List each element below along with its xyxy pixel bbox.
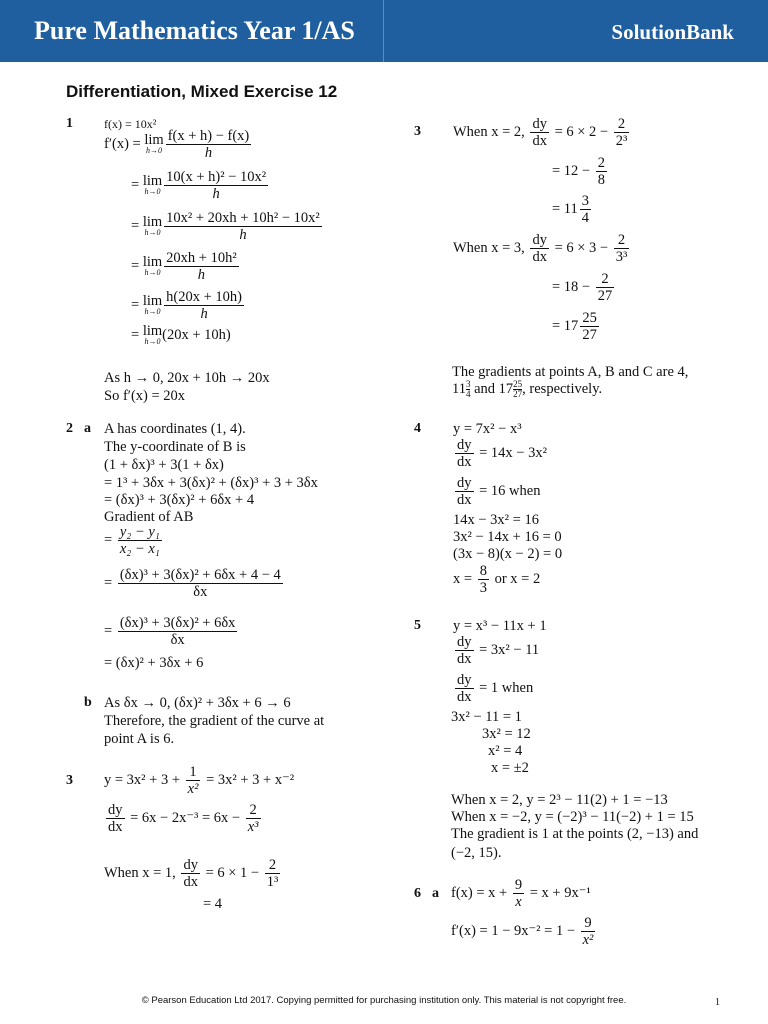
q5-number: 5 [414, 618, 421, 633]
q1-step-1 [104, 128, 253, 161]
fraction: $\frac{8}{3}$ [479, 563, 487, 596]
copyright-footer: © Pearson Education Ltd 2017. Copying permitted for purchasing institution only. This material is not copyright free. [141, 995, 627, 1006]
q2a-gradient-4: = (δx)² + 3δx + 6 [104, 655, 204, 671]
fraction: $\frac{\text{10x² + 20xh + 10h² − 10x²}}{h}$ [166, 210, 320, 243]
q2a-line-2: The y-coordinate of B is [104, 439, 246, 455]
q2a-gradient-2: = $\frac{\text{(δx)³ + 3(δx)² + 6δx + 4 − 4}}{\delta x}$ [104, 567, 281, 600]
q1-step-4: = lim h→0 $\frac{\text{20xh + 10h²}}{h}$ [131, 250, 237, 283]
q5-line-6: x² = 4 [488, 743, 523, 759]
q4-line-4: 14x − 3x² = 16 [453, 512, 539, 528]
book-title: Pure Mathematics Year 1/AS [34, 16, 355, 45]
q1-step-5: = lim h→0 $\frac{h(20x + 10h)}{h}$ [131, 289, 242, 322]
fraction: $\frac{\text{10(x + h)² − 10x²}}{h}$ [166, 169, 267, 202]
q5-conclusion-4: (−2, 15). [451, 845, 502, 861]
fraction: $\frac{2}{\text{1³}}$ [266, 857, 279, 890]
q3-x2-step-1: = 12 − $\frac{2}{8}$ [552, 155, 605, 188]
fraction: $\frac{3}{4}$ [581, 193, 590, 226]
dy-dx-fraction: $\frac{dy}{dx}$ [457, 475, 472, 508]
page-number: 1 [715, 997, 720, 1008]
fraction: $\frac{2}{\text{3³}}$ [615, 232, 628, 265]
small-fraction: $\frac{25}{27}$ [513, 379, 523, 399]
q4-line-1: y = 7x² − x³ [453, 421, 522, 437]
q6-number: 6 [414, 886, 421, 901]
q3-when-x2: When x = 2, $\frac{dy}{dx}$ = 6 × 2 − $\frac{2}{\text{2³}}$ [453, 116, 628, 149]
q5-conclusion-1: When x = 2, y = 2³ − 11(2) + 1 = −13 [451, 792, 668, 808]
q2a-line-4: = 1³ + 3δx + 3(δx)² + (δx)³ + 3 + 3δx [104, 475, 318, 491]
q1-step-6: = lim h→0 (20x + 10h) [131, 323, 231, 346]
q3-conclusion-2: 11 $\frac{3}{4}$ and 17 $\frac{25}{27}$ , respectively. [452, 379, 603, 399]
q5-conclusion-3: The gradient is 1 at the points (2, −13) and [451, 826, 699, 842]
brand-name: SolutionBank [611, 20, 734, 44]
q4-line-5: 3x² − 14x + 16 = 0 [453, 529, 562, 545]
fraction: $\frac{2}{\text{x³}}$ [247, 802, 259, 835]
fraction: $\frac{\text{(δx)³ + 3(δx)² + 6δx + 4 − 4}}{\delta x}$ [119, 567, 281, 600]
q5-derivative: $\frac{dy}{dx}$ = 3x² − 11 [457, 634, 540, 667]
fraction: $\frac{\text{y₂ − y₁}}{\text{x₂ − x₁}}$ [119, 524, 160, 557]
q2b-line-2: Therefore, the gradient of the curve at [104, 713, 325, 729]
dy-dx-fraction: $\frac{dy}{dx}$ [532, 232, 547, 265]
q3-x3-step-1: = 18 − $\frac{2}{27}$ [552, 271, 613, 304]
q5-line-4: 3x² − 11 = 1 [451, 709, 522, 725]
q1-step-3: = lim h→0 $\frac{\text{10x² + 20xh + 10h² − 10x²}}{h}$ [131, 210, 320, 243]
q4-number: 4 [414, 421, 421, 436]
dy-dx-fraction: $\frac{dy}{dx}$ [457, 672, 472, 705]
fraction: $\frac{2}{8}$ [597, 155, 605, 188]
q2b-line-1: As δx → 0, (δx)² + 3δx + 6 → 6 [104, 695, 291, 711]
q5-line-5: 3x² = 12 [482, 726, 531, 742]
q3-result-x1: = 4 [203, 896, 223, 912]
q4-derivative: $\frac{dy}{dx}$ = 14x − 3x² [457, 437, 547, 470]
q4-solution: x = $\frac{8}{3}$ or x = 2 [453, 563, 541, 596]
q4-condition: $\frac{dy}{dx}$ = 16 when [457, 475, 541, 508]
limit-operator: lim h→0 [144, 132, 164, 155]
fraction: $\frac{9}{x}$ [514, 877, 523, 910]
q3-number: 3 [66, 773, 73, 788]
limit-operator: lim h→0 [142, 173, 163, 196]
q2-number: 2 [66, 421, 73, 436]
limit-operator: lim h→0 [142, 214, 163, 237]
q2a-line-1: A has coordinates (1, 4). [104, 421, 246, 437]
page-title: Differentiation, Mixed Exercise 12 [66, 82, 338, 101]
dy-dx-fraction: $\frac{dy}{dx}$ [532, 116, 547, 149]
q5-condition: $\frac{dy}{dx}$ = 1 when [457, 672, 534, 705]
q3-x3-step-2: = 17 $\frac{25}{27}$ [552, 310, 597, 343]
header-left-panel [0, 0, 384, 62]
q3-line-1: y = 3x² + 3 + $\frac{1}{\text{x²}}$ = 3x² + 3 + x⁻² [104, 764, 295, 797]
q4-line-6: (3x − 8)(x − 2) = 0 [453, 546, 563, 562]
fraction: $\frac{\text{20xh + 10h²}}{h}$ [166, 250, 237, 283]
dy-dx-fraction: $\frac{dy}{dx}$ [108, 802, 123, 835]
limit-operator: lim h→0 [142, 323, 163, 346]
fraction: $\frac{2}{\text{2³}}$ [615, 116, 628, 149]
dy-dx-fraction: $\frac{dy}{dx}$ [457, 437, 472, 470]
q6-line-2: f′(x) = 1 − 9x⁻² = 1 − $\frac{9}{\text{x²}}$ [451, 915, 594, 948]
q3-conclusion-1: The gradients at points A, B and C are 4, [452, 364, 689, 380]
limit-operator: lim h→0 [142, 293, 163, 316]
q2a-line-6: Gradient of AB [104, 509, 194, 525]
dy-dx-fraction: $\frac{dy}{dx}$ [183, 857, 198, 890]
q2a-line-3: (1 + δx)³ + 3(1 + δx) [104, 457, 224, 473]
q1-function: f(x) = 10x² [104, 117, 157, 131]
q6-line-1: f(x) = x + $\frac{9}{x}$ = x + 9x⁻¹ [451, 877, 591, 910]
fraction: $\frac{9}{\text{x²}}$ [582, 915, 594, 948]
q3-when-x1: When x = 1, $\frac{dy}{dx}$ = 6 × 1 − $\frac{2}{\text{1³}}$ [104, 857, 279, 890]
q1-step-2: = lim h→0 $\frac{\text{10(x + h)² − 10x²}}{h}$ [131, 169, 267, 202]
q1-step1-lhs: f′(x) = [104, 135, 145, 152]
fraction: $\frac{25}{27}$ [582, 310, 597, 343]
q6-part-a: a [432, 886, 439, 901]
fraction: $\frac{2}{27}$ [597, 271, 613, 304]
fraction: $\frac{h(20x + 10h)}{h}$ [166, 289, 242, 322]
q2a-line-5: = (δx)³ + 3(δx)² + 6δx + 4 [104, 492, 255, 508]
q5-line-7: x = ±2 [491, 760, 529, 776]
q1-conclusion-2: So f′(x) = 20x [104, 388, 186, 404]
q2b-line-3: point A is 6. [104, 731, 175, 747]
q2-part-a: a [84, 421, 91, 436]
q1-conclusion-1: As h → 0, 20x + 10h → 20x [104, 370, 270, 386]
header-banner [0, 0, 768, 62]
q5-line-1: y = x³ − 11x + 1 [453, 618, 547, 634]
q2a-gradient-1: = $\frac{\text{y₂ − y₁}}{\text{x₂ − x₁}}$ [104, 524, 160, 557]
q3-x2-step-2: = 11 $\frac{3}{4}$ [552, 193, 590, 226]
q5-conclusion-2: When x = −2, y = (−2)³ − 11(−2) + 1 = 15 [451, 809, 694, 825]
limit-operator: lim h→0 [142, 254, 163, 277]
fraction: $\frac{\text{(δx)³ + 3(δx)² + 6δx}}{\delta x}$ [119, 615, 236, 648]
q3-continued-number: 3 [414, 124, 421, 139]
fraction: $\frac{f(x + h) - f(x)}{h}$ [167, 128, 250, 161]
fraction: $\frac{1}{\text{x²}}$ [187, 764, 199, 797]
q2a-gradient-3: = $\frac{\text{(δx)³ + 3(δx)² + 6δx}}{\delta x}$ [104, 615, 236, 648]
q2-part-b: b [84, 695, 92, 710]
q3-when-x3: When x = 3, $\frac{dy}{dx}$ = 6 × 3 − $\frac{2}{\text{3³}}$ [453, 232, 628, 265]
small-fraction: $\frac{3}{4}$ [465, 379, 471, 399]
q3-derivative: $\frac{dy}{dx}$ = 6x − 2x⁻³ = 6x − $\frac{2}{\text{x³}}$ [108, 802, 259, 835]
q1-number: 1 [66, 116, 73, 131]
dy-dx-fraction: $\frac{dy}{dx}$ [457, 634, 472, 667]
